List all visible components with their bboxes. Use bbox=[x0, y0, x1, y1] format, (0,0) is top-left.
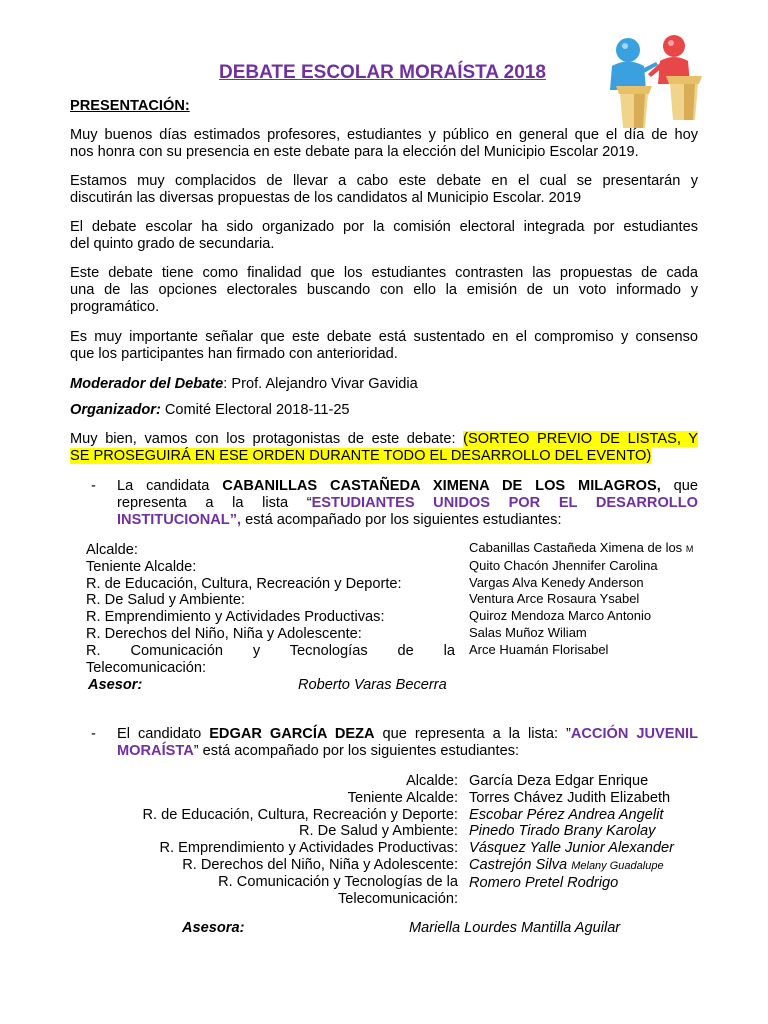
member-name: Escobar Pérez Andrea Angelit bbox=[469, 806, 664, 823]
role-label: Alcalde: bbox=[86, 542, 138, 558]
member-name: Vásquez Yalle Junior Alexander bbox=[469, 840, 674, 857]
list2-post: ” está acompañado por los siguientes estudiantes: bbox=[193, 742, 520, 759]
paragraph-finalidad bbox=[70, 265, 698, 315]
paragraph-greeting bbox=[70, 127, 698, 161]
paragraph-compromiso bbox=[70, 329, 698, 363]
moderator-label: Moderador del Debate bbox=[70, 376, 224, 392]
moderator-value: : Prof. Alejandro Vivar Gavidia bbox=[223, 376, 418, 392]
list1-pre: La candidata bbox=[117, 478, 223, 494]
role-label: R. de Educación, Cultura, Recreación y Deporte: bbox=[86, 575, 402, 592]
list2-mid: que representa a la lista: ” bbox=[374, 726, 571, 742]
intro-line bbox=[70, 431, 698, 448]
list1-names bbox=[469, 540, 693, 659]
list2-name-line2: MORAÍSTA bbox=[117, 742, 194, 759]
role-label: R. Derechos del Niño, Niña y Adolescente: bbox=[86, 625, 362, 642]
paragraph-organizacion bbox=[70, 219, 698, 253]
member-name: Ventura Arce Rosaura Ysabel bbox=[469, 591, 640, 607]
organizer-value: Comité Electoral 2018-11-25 bbox=[160, 402, 350, 418]
list-bullet: - bbox=[91, 478, 96, 494]
moderator-line bbox=[70, 376, 698, 393]
member-name: Vargas Alva Kenedy Anderson bbox=[469, 574, 644, 590]
paragraph-complacidos bbox=[70, 173, 698, 207]
list2-advisor-label: Asesora: bbox=[182, 920, 245, 936]
role-label: R. Derechos del Niño, Niña y Adolescente: bbox=[182, 856, 458, 873]
document-title: DEBATE ESCOLAR MORAÍSTA 2018 bbox=[219, 62, 546, 83]
member-name-suffix: Melany Guadalupe bbox=[571, 859, 664, 872]
member-name: Quiroz Mendoza Marco Antonio bbox=[469, 608, 652, 624]
list1-roles bbox=[86, 542, 455, 676]
intro-paragraph bbox=[70, 431, 698, 465]
highlighted-note: (SORTEO PREVIO DE LISTAS, Y bbox=[463, 431, 698, 447]
member-name: Pinedo Tirado Brany Karolay bbox=[469, 823, 656, 840]
member-name-text: Castrejón Silva bbox=[469, 856, 568, 873]
role-label: Telecomunicación: bbox=[337, 890, 458, 907]
list-bullet: - bbox=[91, 726, 96, 742]
paragraph-line: Muy buenos días estimados profesores, estudiantes y público en general que el día de hoy bbox=[70, 127, 698, 143]
organizer-line bbox=[70, 402, 698, 419]
member-name-text: Cabanillas Castañeda Ximena de los bbox=[469, 540, 686, 555]
member-name-suffix: M bbox=[685, 544, 694, 554]
paragraph-line: Este debate tiene como finalidad que los estudiantes contrasten las propuestas de cada bbox=[70, 265, 698, 281]
member-name: Torres Chávez Judith Elizabeth bbox=[469, 789, 671, 806]
list2-roles bbox=[142, 773, 458, 907]
highlighted-note: SE PROSEGUIRÁ EN ESE ORDEN DURANTE TODO EL DESARROLLO DEL EVENTO) bbox=[70, 447, 652, 464]
list1-post: está acompañado por los siguientes estudiantes: bbox=[241, 511, 562, 528]
debate-podium-illustration bbox=[596, 28, 708, 128]
role-label: R. De Salud y Ambiente: bbox=[86, 592, 245, 609]
list2-name-line1: ACCIÓN JUVENIL bbox=[570, 726, 699, 742]
role-label: R. Emprendimiento y Actividades Productivas: bbox=[159, 840, 458, 857]
role-label: Alcalde: bbox=[406, 773, 458, 789]
organizer-label: Organizador: bbox=[70, 402, 161, 418]
list2-advisor-name: Mariella Lourdes Mantilla Aguilar bbox=[409, 920, 621, 936]
role-label: R. de Educación, Cultura, Recreación y Deporte: bbox=[142, 806, 458, 823]
paragraph-line: discutirán las diversas propuestas de los candidatos al Municipio Escolar. 2019 bbox=[70, 189, 582, 206]
list1-candidate: CABANILLAS CASTAÑEDA XIMENA DE LOS MILAGROS, bbox=[222, 478, 661, 494]
role-label: R. Comunicación y Tecnologías de la bbox=[86, 642, 455, 659]
member-name: Quito Chacón Jhennifer Carolina bbox=[469, 557, 658, 573]
list2-candidate: EDGAR GARCÍA DEZA bbox=[209, 726, 375, 742]
role-label: Teniente Alcalde: bbox=[347, 789, 458, 806]
paragraph-line: una de las opciones electorales buscando con ello la emisión de un voto informado y bbox=[70, 281, 698, 298]
list1-mid: que representa a la lista “ bbox=[117, 478, 698, 511]
paragraph-line: del quinto grado de secundaria. bbox=[70, 235, 275, 252]
member-name: Arce Huamán Florisabel bbox=[469, 641, 609, 657]
paragraph-line: que los participantes han firmado con anterioridad. bbox=[70, 345, 398, 362]
paragraph-line: programático. bbox=[70, 298, 160, 315]
paragraph-line: nos honra con su presencia en este debate para la elección del Municipio Escolar 2019. bbox=[70, 143, 639, 160]
role-label: Telecomunicación: bbox=[86, 659, 207, 676]
member-name: Salas Muñoz Wiliam bbox=[469, 624, 587, 640]
section-heading-presentacion: PRESENTACIÓN: bbox=[70, 98, 190, 114]
list2-pre: El candidato bbox=[117, 726, 210, 742]
paragraph-line: Es muy importante señalar que este debate está sustentado en el compromiso y consenso bbox=[70, 329, 698, 345]
member-name: García Deza Edgar Enrique bbox=[469, 773, 649, 789]
role-label: R. De Salud y Ambiente: bbox=[299, 823, 458, 840]
intro-text: Muy bien, vamos con los protagonistas de este debate: bbox=[70, 431, 464, 447]
list1-description bbox=[117, 478, 698, 528]
member-name bbox=[469, 540, 693, 558]
paragraph-line: Estamos muy complacidos de llevar a cabo este debate en el cual se presentarán y bbox=[70, 173, 698, 189]
list2-names bbox=[469, 773, 674, 892]
role-label: Teniente Alcalde: bbox=[86, 558, 197, 575]
list1-advisor-label: Asesor: bbox=[88, 677, 143, 693]
member-name: Romero Pretel Rodrigo bbox=[469, 874, 619, 891]
paragraph-line: El debate escolar ha sido organizado por la comisión electoral integrada por estudiantes bbox=[70, 219, 698, 235]
list1-name: ESTUDIANTES UNIDOS POR EL DESARROLLO INSTITUCIONAL”, bbox=[117, 494, 698, 528]
role-label: R. Emprendimiento y Actividades Productivas: bbox=[86, 609, 385, 626]
role-label: R. Comunicación y Tecnologías de la bbox=[218, 873, 458, 890]
member-name bbox=[469, 857, 674, 875]
list2-description bbox=[117, 726, 698, 760]
list1-advisor-name: Roberto Varas Becerra bbox=[298, 677, 447, 693]
